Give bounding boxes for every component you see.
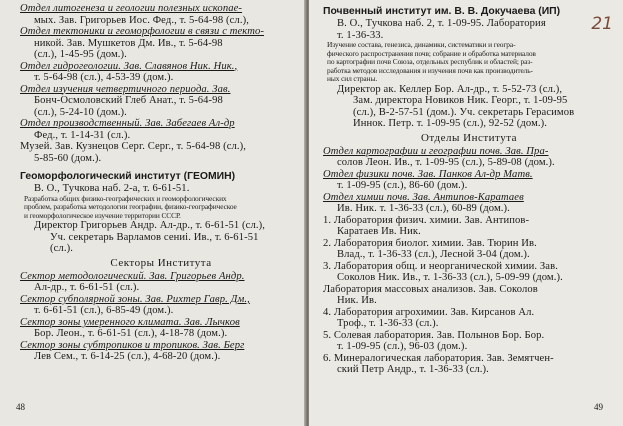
description-line: работка методов исследования и изучения почв как производитель- [327,65,533,75]
department-line: Отдел гидрогеологии. Зав. Славянов Ник. Ник., [20,60,238,72]
sector-line: Сектор зоны умеренного климата. Зав. Лычков [20,316,240,328]
department-line: Отдел химии почв. Зав. Антипов-Каратаев [323,191,524,203]
soil-description [323,41,615,84]
page-number-right: 49 [594,402,603,412]
handwritten-page-mark: 21 [591,14,613,34]
description-line: ных сил страны. [327,74,378,84]
department-line: Отдел производственный. Зав. Забегаев Ал-др [20,118,235,129]
department-line: Отдел литогенеза и геологии полезных ископае- [20,3,243,14]
description-line: Изучение состава, генезиса, динамики, систематики и геогра- [327,40,516,49]
sector-line: т. 6-61-51 (сл.), 6-85-49 (дом.). [34,305,174,317]
department-line: т. 5-64-98 (сл.), 4-53-39 (дом.). [34,72,174,83]
department-line: ский Петр Андр., т. 1-36-33 (сл.). [337,364,489,376]
staff-line: Иннок. Петр. т. 1-09-95 (сл.), 92-52 (дом.). [353,118,548,130]
sector-line: Бор. Леон., т. 6-61-51 (сл.), 4-18-78 (дом.). [34,328,228,340]
sectors-heading: Секторы Института [110,256,212,269]
address-line: т. 1-36-33. [337,29,384,41]
right-column [323,3,615,376]
staff-line: Зам. директора Новиков Ник. Георг., т. 1-09-95 [353,95,568,107]
sectors-list [20,271,302,363]
department-line: Ив. Ник. т. 1-36-33 (сл.), 60-89 (дом.). [337,203,510,215]
department-line: (сл.), 1-45-95 (дом.). [34,49,127,60]
page-number-left: 48 [16,402,25,412]
geomin-description [20,195,302,221]
department-line: 5-85-60 (дом.). [34,152,102,164]
sector-line: Ал-др., т. 6-61-51 (сл.). [34,282,140,294]
department-line: 2. Лаборатория биолог. химии. Зав. Тюрин Ив. [323,237,537,249]
departments-heading: Отделы Института [420,131,518,144]
description-line: фического распространения почв; собрание и обработка материалов [327,48,536,58]
department-line: 6. Минералогическая лаборатория. Зав. Земятчен- [323,352,554,364]
soil-address [323,18,615,41]
department-line: мых. Зав. Григорьев Иос. Фед., т. 5-64-98 (сл.), [34,14,249,26]
department-line: Фед., т. 1-14-31 (сл.). [34,129,131,141]
department-line: Отдел тектоники и геоморфологии в связи с текто- [20,26,264,37]
department-line: Бонч-Осмоловский Глеб Анат., т. 5-64-98 [34,95,223,106]
description-line: по картографии почв Союза, отдельных республик и областей; раз- [327,57,533,67]
staff-line: (сл.). [50,243,73,255]
department-line: (сл.), 5-24-10 (дом.). [34,106,127,118]
department-line: Ник. Ив. [337,295,377,307]
department-line: Отдел изучения четвертичного периода. Зав. [20,83,231,95]
department-line: т. 1-09-95 (сл.), 86-60 (дом.). [337,180,468,192]
sector-line: Сектор субполярной зоны. Зав. Рихтер Гавр. Дм., [20,293,250,305]
left-column [20,3,302,363]
department-line: Соколов Ник. Ив., т. 1-36-33 (сл.), 5-09-99 (дом.). [337,272,563,284]
staff-line: Директор Григорьев Андр. Ал-др., т. 6-61-51 (сл.), [34,220,265,232]
right-page [309,0,623,426]
sector-line: Лев Сем., т. 6-14-25 (сл.), 4-68-20 (дом.). [34,351,221,363]
description-line: проблем, разработка методологии географии, физико-географическое [24,202,237,212]
staff-line: Уч. секретарь Варламов сениі. Ив., т. 6-61-51 [50,231,259,243]
department-line: Влад., т. 1-36-33 (сл.), Лесной 3-04 (дом.). [337,249,530,261]
department-line: 3. Лаборатория общ. и неорганической химии. Зав. [323,260,558,272]
department-line: никой. Зав. Мушкетов Дм. Ив., т. 5-64-98 [34,37,223,49]
department-line: Музей. Зав. Кузнецов Серг. Серг., т. 5-64-98 (сл.), [20,141,247,152]
department-line: т. 1-09-95 (сл.), 96-03 (дом.). [337,341,468,353]
department-line: 5. Солевая лаборатория. Зав. Полынов Бор. Бор. [323,329,545,341]
geomin-institute-title: Геоморфологический институт (ГЕОМИН) [20,171,236,182]
left-department-list [20,3,302,164]
staff-line: (сл.), В-2-57-51 (дом.). Уч. секретарь Герасимов [353,106,575,118]
soil-institute-title: Почвенный институт им. В. В. Докучаева (ИП) [323,6,561,17]
departments-list [323,146,615,376]
soil-staff [323,84,615,130]
department-line: 1. Лаборатория физич. химии. Зав. Антипов- [323,214,530,226]
geomin-staff [20,220,302,255]
department-line: Каратаев Ив. Ник. [337,226,421,238]
department-line: 4. Лаборатория агрохимии. Зав. Кирсанов Ал. [323,306,535,318]
geomin-address: В. О., Тучкова наб. 2-а, т. 6-61-51. [34,183,190,194]
staff-line: Директор ак. Келлер Бор. Ал-др., т. 5-52-73 (сл.), [337,83,563,95]
department-line: Троф., т. 1-36-33 (сл.). [337,318,439,330]
sector-line: Сектор зоны субтропиков и тропиков. Зав. Берг [20,339,245,351]
department-line: Лаборатория массовых анализов. Зав. Соколов [323,283,538,295]
department-line: Отдел картографии и географии почв. Зав. Пра- [323,145,549,157]
description-line: Разработка общих физико-географических и геоморфологических [24,193,227,203]
sector-line: Сектор методологический. Зав. Григорьев Андр. [20,270,245,282]
left-page [0,0,306,426]
description-line: и геоморфологическое изучение территории СССР. [24,210,181,220]
address-line: В. О., Тучкова наб. 2, т. 1-09-95. Лаборатория [337,18,546,29]
department-line: Отдел физики почв. Зав. Панков Ал-др Матв. [323,168,533,180]
department-line: солов Леон. Ив., т. 1-09-95 (сл.), 5-89-08 (дом.). [337,157,555,169]
